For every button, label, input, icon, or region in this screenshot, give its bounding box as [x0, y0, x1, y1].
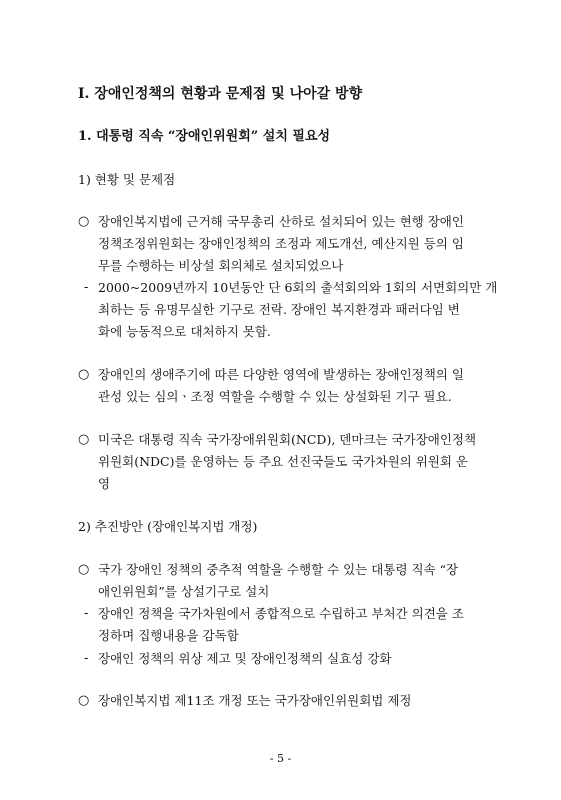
paragraph-line: 장애인 정책을 국가차원에서 종합적으로 수립하고 부처간 의견을 조 — [98, 606, 464, 621]
paragraph-line: 국가 장애인 정책의 중추적 역할을 수행할 수 있는 대통령 직속 “장 — [98, 562, 459, 577]
paragraph-line: 2000~2009년까지 10년동안 단 6회의 출석회의와 1회의 서면회의만 개 — [98, 280, 498, 295]
paragraph-line: 화에 능동적으로 대처하지 못함. — [98, 324, 271, 339]
dash-bullet: - — [84, 606, 89, 621]
subsection-heading-status: 1) 현황 및 문제점 — [78, 172, 176, 187]
paragraph-line: 영 — [98, 476, 111, 491]
chapter-title: Ⅰ. 장애인정책의 현황과 문제점 및 나아갈 방향 — [78, 86, 363, 102]
circle-bullet-icon: ○ — [78, 562, 90, 577]
section-heading: 1. 대통령 직속 “장애인위원회” 설치 필요성 — [78, 129, 331, 144]
subsection-heading-plan: 2) 추진방안 (장애인복지법 개정) — [78, 519, 258, 534]
dash-bullet: - — [84, 280, 89, 295]
circle-bullet-icon: ○ — [78, 693, 90, 708]
circle-bullet-icon: ○ — [78, 214, 90, 229]
paragraph-line: 장애인복지법에 근거해 국무총리 산하로 설치되어 있는 현행 장애인 — [98, 214, 464, 229]
paragraph-line: 최하는 등 유명무실한 기구로 전락. 장애인 복지환경과 패러다임 변 — [98, 302, 460, 317]
paragraph-line: 정책조정위원회는 장애인정책의 조정과 제도개선, 예산지원 등의 임 — [98, 236, 464, 251]
paragraph-line: 애인위원회”를 상설기구로 설치 — [98, 584, 270, 599]
dash-bullet: - — [84, 651, 89, 666]
paragraph-line: 관성 있는 심의ㆍ조정 역할을 수행할 수 있는 상설화된 기구 필요. — [98, 389, 452, 404]
paragraph-line: 위원회(NDC)를 운영하는 등 주요 선진국들도 국가차원의 위원회 운 — [98, 454, 468, 469]
circle-bullet-icon: ○ — [78, 432, 90, 447]
paragraph-line: 정하며 집행내용을 감독함 — [98, 628, 239, 643]
page-number: - 5 - — [269, 752, 292, 765]
paragraph-line: 무를 수행하는 비상설 회의체로 설치되었으나 — [98, 258, 344, 273]
paragraph-line: 장애인복지법 제11조 개정 또는 국가장애인위원회법 제정 — [98, 693, 412, 708]
paragraph-line: 미국은 대통령 직속 국가장애위원회(NCD), 덴마크는 국가장애인정책 — [98, 432, 477, 447]
circle-bullet-icon: ○ — [78, 367, 90, 382]
paragraph-line: 장애인 정책의 위상 제고 및 장애인정책의 실효성 강화 — [98, 651, 392, 666]
paragraph-line: 장애인의 생애주기에 따른 다양한 영역에 발생하는 장애인정책의 일 — [98, 367, 464, 382]
